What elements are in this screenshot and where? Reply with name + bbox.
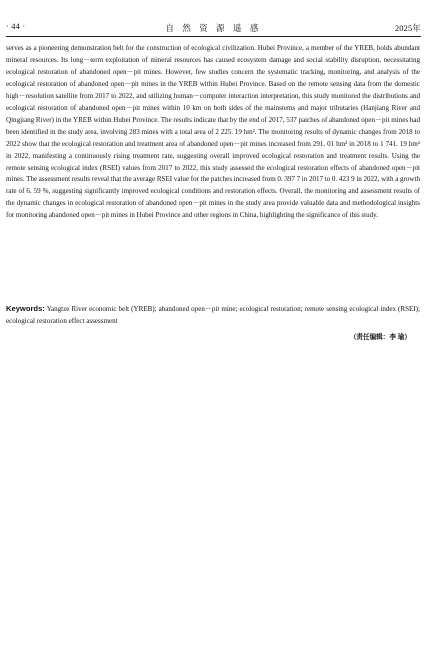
responsible-editor: （责任编辑：李 瑜） [349,334,411,341]
keywords-paragraph [6,303,420,328]
page-number: · 44 · [6,22,26,31]
abstract-paragraph: serves as a pioneering demonstration belt for the construction of ecological civilization. Hubei Province, a member of the YREB, holds abundant mineral resources. Its long－term exploitation of mineral resources has caused ecosystem damage and social stability disruption, necessitating ecological restoration of abandoned open－pit mines. However, few studies concern the systematic tracking, monitoring, and analysis of the ecological restoration of abandoned open－pit mines in the YREB within Hubei Province. Based on the remote sensing data from the domestic high－resolution satellite from 2017 to 2022, and utilizing human－computer interaction interpretation, this study monitored the distributions and ecological restoration of abandoned open－pit mines within 10 km on both sides of the mainstems and major tributaries (Hanjiang River and Qingjiang River) in the YREB within Hubei Province. The results indicate that by the end of 2017, 537 patches of abandoned open－pit mines had been identified in the study area, involving 283 mines with a total area of 2 225. 19 hm². The monitoring results of dynamic changes from 2018 to 2022 show that the ecological restoration and treatment area of abandoned open－pit mines increased from 291. 01 hm² in 2018 to 1 741. 19 hm² in 2022, manifesting a continuously rising treatment rate, suggesting overall improved ecological restoration and treatment results. Using the remote sensing ecological index (RSEI) values from 2017 to 2022, this study assessed the ecological restoration effects of abandoned open－pit mines. The assessment results reveal that the average RSEI value for the patches increased from 0. 397 7 in 2017 to 0. 423 9 in 2022, with a growth rate of 6. 59 %, suggesting significantly improved ecological conditions and restoration effects. Overall, the monitoring and assessment results of the dynamic changes in ecological restoration of abandoned open－pit mines in the study area provide valuable data and methodological insights for monitoring abandoned open－pit mines in Hubei Province and other regions in China, highlighting the significance of this study. [6,44,420,220]
publication-year: 2025年 [394,24,421,33]
keywords-text: Yangtze River economic belt (YREB); abandoned open－pit mine; ecological restoration; remote sensing ecological index (RSEI); ecological restoration effect assessment [6,305,420,325]
running-header [6,22,421,36]
keywords-label: Keywords: [6,304,45,313]
header-divider [6,36,421,37]
journal-title: 自 然 资 源 遥 感 [165,24,262,33]
